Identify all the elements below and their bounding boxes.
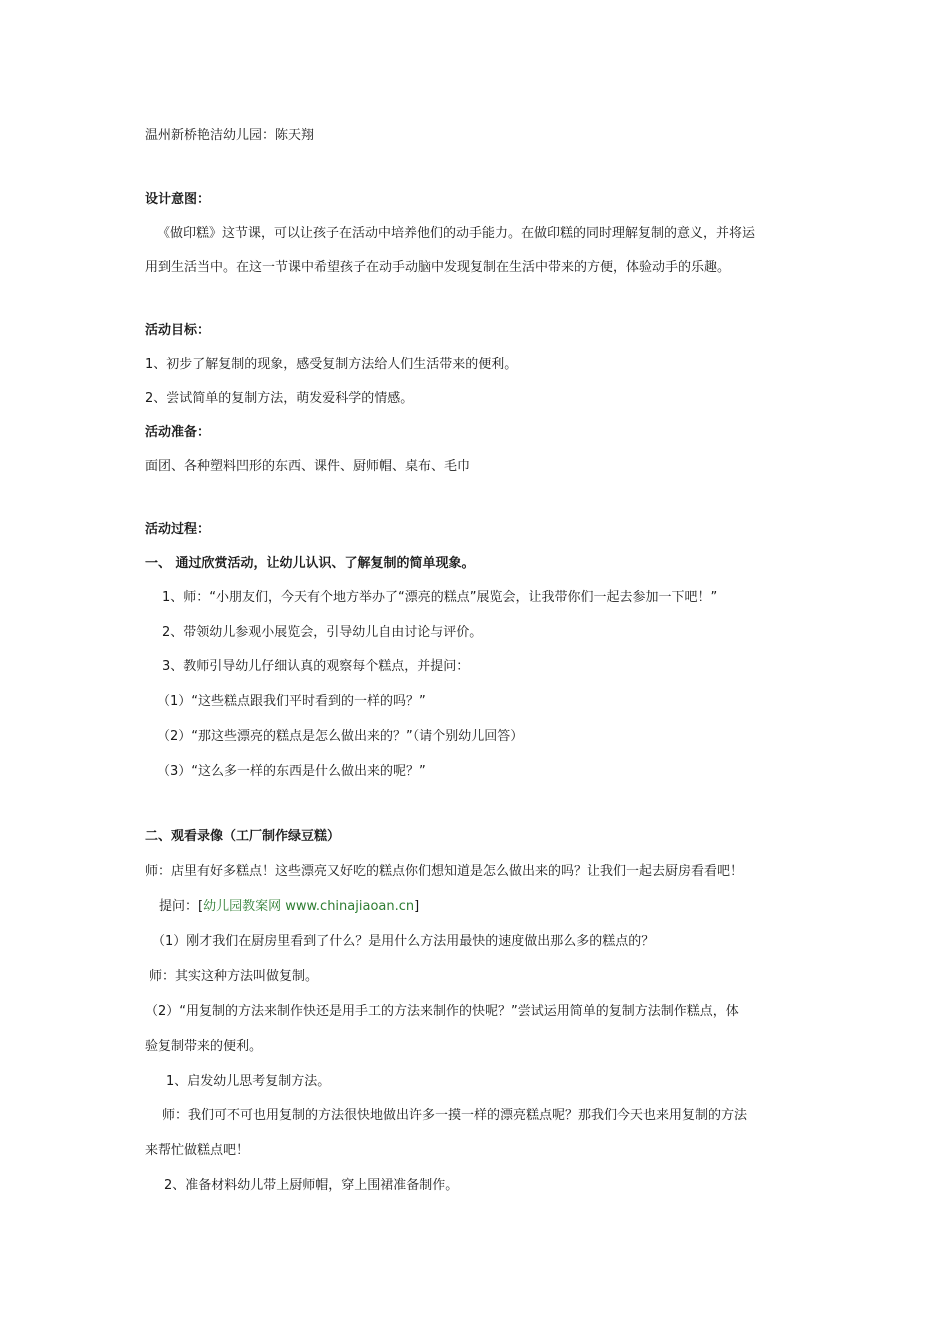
part1-line: 3、教师引导幼儿仔细认真的观察每个糕点，并提问： xyxy=(162,659,470,674)
part2-q2-line-1: （2）“用复制的方法来制作快还是用手工的方法来制作的快呢？”尝试运用简单的复制方法制作糕点，体 xyxy=(145,1004,739,1019)
part1-line: （2）“那这些漂亮的糕点是怎么做出来的？”（请个别幼儿回答） xyxy=(157,729,524,744)
part2-t1: 师：其实这种方法叫做复制。 xyxy=(149,969,319,984)
design-intent-line-1: 《做印糕》这节课，可以让孩子在活动中培养他们的动手能力。在做印糕的同时理解复制的意义，并将运 xyxy=(157,226,756,241)
part2-step-2: 2、准备材料幼儿带上厨师帽，穿上围裙准备制作。 xyxy=(164,1178,459,1193)
part2-q2-line-2: 验复制带来的便利。 xyxy=(145,1039,263,1054)
part2-t2-line-2: 来帮忙做糕点吧！ xyxy=(145,1143,250,1158)
part2-teacher-line: 师：店里有好多糕点！这些漂亮又好吃的糕点你们想知道是怎么做出来的吗？让我们一起去厨房看看吧！ xyxy=(145,864,744,879)
author-line: 温州新桥艳洁幼儿园：陈天翔 xyxy=(145,128,315,143)
source-link[interactable]: 幼儿园教案网 www.chinajiaoan.cn xyxy=(203,899,415,914)
process-heading: 活动过程： xyxy=(145,522,211,537)
part2-question-line xyxy=(159,898,824,916)
part2-t2-line-1: 师：我们可不可也用复制的方法很快地做出许多一摸一样的漂亮糕点呢？那我们今天也来用复制的方法 xyxy=(162,1108,748,1123)
goal-item: 2、尝试简单的复制方法，萌发爱科学的情感。 xyxy=(145,391,414,406)
part1-line: （1）“这些糕点跟我们平时看到的一样的吗？” xyxy=(157,694,426,709)
goal-item: 1、初步了解复制的现象，感受复制方法给人们生活带来的便利。 xyxy=(145,357,518,372)
part1-line: 1、师：“小朋友们，今天有个地方举办了“漂亮的糕点”展览会，让我带你们一起去参加一下吧！” xyxy=(162,590,718,605)
part1-line: （3）“这么多一样的东西是什么做出来的呢？” xyxy=(157,764,426,779)
part1-line: 2、带领幼儿参观小展览会，引导幼儿自由讨论与评价。 xyxy=(162,625,483,640)
prep-heading: 活动准备： xyxy=(145,425,211,440)
question-prefix: 提问：[ xyxy=(159,899,204,914)
prep-text: 面团、各种塑料凹形的东西、课件、厨师帽、桌布、毛巾 xyxy=(145,459,471,474)
design-intent-line-2: 用到生活当中。在这一节课中希望孩子在动手动脑中发现复制在生活中带来的方便，体验动手的乐趣。 xyxy=(145,260,731,275)
goals-heading: 活动目标： xyxy=(145,323,211,338)
question-suffix: ] xyxy=(414,899,420,914)
part1-heading: 一、 通过欣赏活动，让幼儿认识、了解复制的简单现象。 xyxy=(145,556,475,571)
design-intent-heading: 设计意图： xyxy=(145,192,211,207)
part2-q1: （1）刚才我们在厨房里看到了什么？是用什么方法用最快的速度做出那么多的糕点的？ xyxy=(152,934,655,949)
part2-step-1: 1、启发幼儿思考复制方法。 xyxy=(166,1074,331,1089)
part2-heading: 二、观看录像（工厂制作绿豆糕） xyxy=(145,829,341,844)
